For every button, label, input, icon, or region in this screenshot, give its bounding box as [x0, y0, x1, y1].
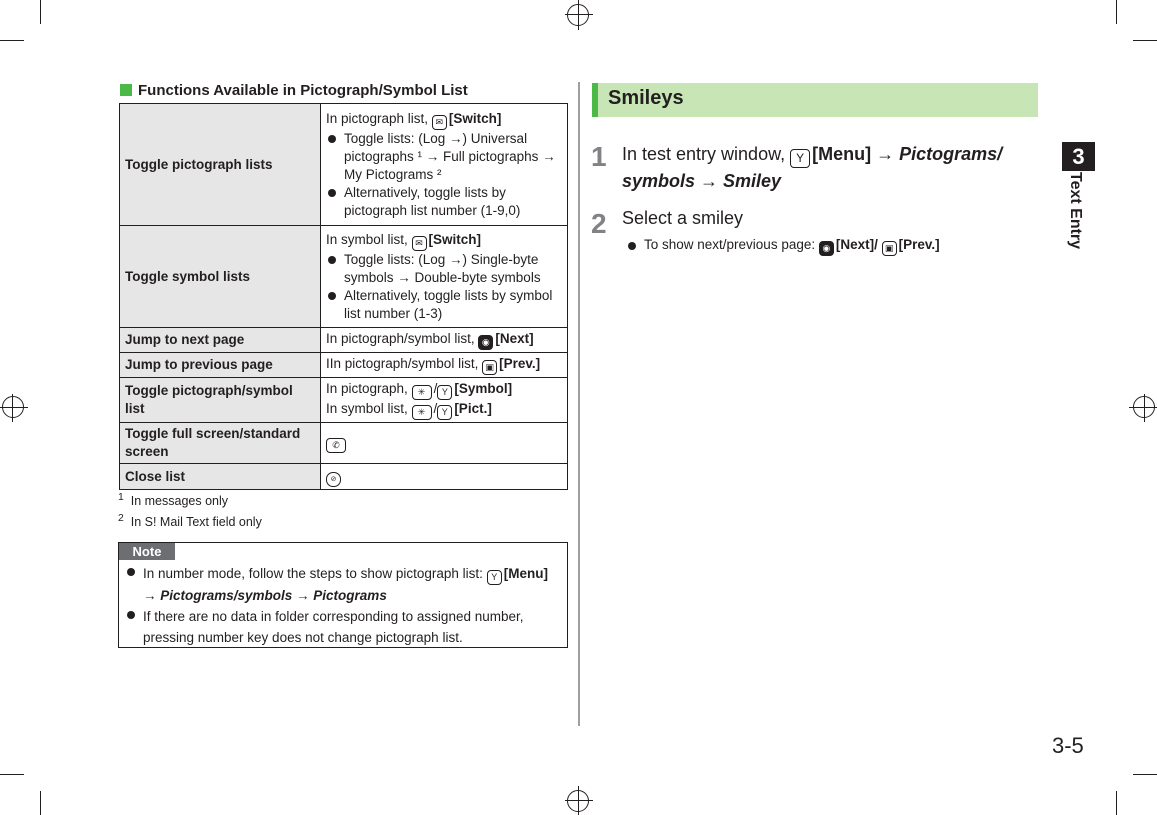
row-value: IIn pictograph/symbol list, ▣ [Prev.] [321, 353, 568, 378]
registration-mark [567, 4, 589, 26]
step-number: 2 [591, 208, 607, 239]
yahoo-key-icon: Y [790, 149, 810, 168]
table-row [120, 226, 568, 328]
step-text: In test entry window, Y [Menu] → Pictograms/ symbols → Smiley [622, 144, 1003, 191]
row-label: Toggle pictograph/symbol list [120, 378, 321, 423]
camera-key-icon: ◉ [478, 335, 493, 350]
list-item: If there are no data in folder corresponding to assigned number, pressing number key does not change pictograph list. [125, 606, 561, 648]
yahoo-key-icon: Y [487, 570, 502, 585]
row-label: Toggle full screen/standard screen [120, 423, 321, 464]
registration-mark [567, 790, 589, 812]
row-value: In pictograph list, ✉ [Switch] Toggle lists: (Log →) Universal pictographs ¹ → Full pictographs → My Pictograms ² Alternatively, toggle lists by pictograph list number (1-9,0) [321, 104, 568, 226]
list-item: Alternatively, toggle lists by pictograph list number (1-9,0) [326, 184, 562, 220]
asterisk-key-icon: ✳ [412, 405, 432, 420]
tv-key-icon: ▣ [882, 241, 897, 256]
crop-mark [1116, 0, 1117, 24]
table-row [120, 328, 568, 353]
chapter-number: 3 [1062, 142, 1095, 171]
crop-mark [1116, 791, 1117, 815]
note-box [118, 542, 568, 648]
list-item: Alternatively, toggle lists by symbol list number (1-3) [326, 287, 562, 323]
asterisk-key-icon: ✳ [412, 385, 432, 400]
crop-mark [0, 774, 24, 775]
row-value: In pictograph, ✳ / Y [Symbol] In symbol list, ✳ / Y [Pict.] [321, 378, 568, 423]
crop-mark [40, 791, 41, 815]
call-key-icon: ✆ [326, 438, 346, 453]
yahoo-key-icon: Y [437, 385, 452, 400]
list-item: Toggle lists: (Log →) Single-byte symbols → Double-byte symbols [326, 251, 562, 287]
footnote: $^1$ In messages only [118, 492, 229, 509]
table-row [120, 464, 568, 490]
row-label: Toggle pictograph lists [120, 104, 321, 226]
row-label: Close list [120, 464, 321, 490]
registration-mark [2, 396, 24, 418]
list-item: To show next/previous page: ◉ [Next]/ ▣ [Prev.] [626, 237, 1157, 256]
list-item: Toggle lists: (Log →) Universal pictographs ¹ → Full pictographs → My Pictograms ² [326, 130, 562, 184]
section-title: Functions Available in Pictograph/Symbol List [120, 82, 468, 99]
table-row [120, 353, 568, 378]
note-tag: Note [119, 543, 175, 560]
row-value: In pictograph/symbol list, ◉ [Next] [321, 328, 568, 353]
list-item: In number mode, follow the steps to show pictograph list: Y [Menu] → Pictograms/symbols → Pictograms [125, 563, 561, 606]
registration-mark [1133, 396, 1155, 418]
functions-table [119, 103, 568, 490]
row-label: Jump to next page [120, 328, 321, 353]
row-label: Toggle symbol lists [120, 226, 321, 328]
clear-key-icon: ⊘ [326, 472, 341, 487]
column-divider [578, 82, 580, 726]
tv-key-icon: ▣ [482, 360, 497, 375]
page-number: 3-5 [1052, 733, 1084, 758]
crop-mark [1133, 774, 1157, 775]
table-row [120, 378, 568, 423]
row-value [321, 464, 568, 490]
row-value [321, 423, 568, 464]
section-title: Smileys [608, 87, 684, 109]
row-value: In symbol list, ✉ [Switch] Toggle lists: (Log →) Single-byte symbols → Double-byte symbols Alternatively, toggle lists by symbol list number (1-3) [321, 226, 568, 328]
table-row [120, 104, 568, 226]
chapter-label: Text Entry [1067, 172, 1084, 250]
row-label: Jump to previous page [120, 353, 321, 378]
crop-mark [40, 0, 41, 24]
step-number: 1 [591, 141, 607, 172]
camera-key-icon: ◉ [819, 241, 834, 256]
step-text: Select a smiley [622, 208, 744, 228]
crop-mark [0, 40, 24, 41]
mail-key-icon: ✉ [432, 115, 447, 130]
green-square-icon [120, 84, 132, 96]
yahoo-key-icon: Y [437, 405, 452, 420]
crop-mark [1133, 40, 1157, 41]
mail-key-icon: ✉ [412, 236, 427, 251]
section-header [592, 83, 1038, 117]
footnote: $^2$ In S! Mail Text field only [118, 513, 262, 530]
table-row [120, 423, 568, 464]
